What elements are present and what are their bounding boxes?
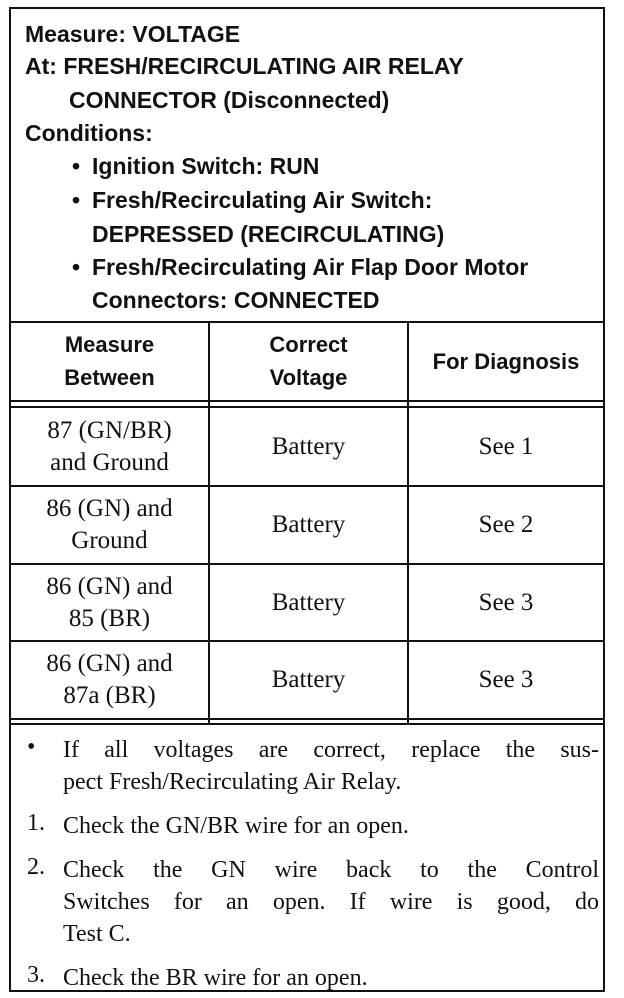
condition-2-line2: DEPRESSED (RECIRCULATING)	[92, 221, 445, 247]
note-2-line2: Switches for an open. If wire is good, do	[63, 889, 599, 915]
table-row-2-between: 86 (GN) and Ground	[46, 495, 173, 554]
table-row-3-voltage: Battery	[271, 588, 346, 616]
test-header	[11, 9, 603, 321]
column-header-correct-voltage: Correct Voltage	[269, 332, 348, 390]
condition-3-line2: Connectors: CONNECTED	[92, 287, 380, 313]
table-row-4-voltage: Battery	[271, 666, 346, 693]
column-header-measure-between: Measure Between	[64, 332, 155, 390]
note-bullet-symbol: •	[27, 734, 36, 760]
note-bullet-line1: If all voltages are correct, replace the sus-	[63, 737, 599, 763]
note-2-line3: Test C.	[63, 921, 131, 947]
condition-1: • Ignition Switch: RUN	[92, 153, 319, 180]
condition-3-line1: • Fresh/Recirculating Air Flap Door Motor	[92, 254, 528, 281]
table-row-2-voltage: Battery	[271, 511, 346, 538]
table-row-1-diagnosis: See 1	[478, 432, 534, 460]
column-header-for-diagnosis: For Diagnosis	[432, 348, 580, 374]
table-row-1-voltage: Battery	[271, 432, 346, 460]
table-row-3-between: 86 (GN) and 85 (BR)	[46, 572, 173, 632]
table-bottom-border-2	[11, 723, 603, 725]
location-line2: CONNECTOR (Disconnected)	[69, 87, 390, 113]
note-1-text: Check the GN/BR wire for an open.	[63, 813, 409, 839]
table-row-2-diagnosis: See 2	[478, 511, 534, 538]
table-row-1-between: 87 (GN/BR) and Ground	[47, 416, 172, 476]
table-row-3-diagnosis: See 3	[478, 588, 534, 616]
note-bullet-line2: pect Fresh/Recirculating Air Relay.	[63, 769, 402, 795]
note-1-number: 1.	[27, 810, 45, 836]
table-bottom-border-1	[11, 718, 603, 720]
table-row-4-between: 86 (GN) and 87a (BR)	[46, 650, 173, 709]
condition-2-line1: • Fresh/Recirculating Air Switch:	[92, 187, 432, 214]
note-3-text: Check the BR wire for an open.	[63, 965, 368, 991]
note-2-line1: Check the GN wire back to the Control	[63, 857, 599, 883]
table-row-4-diagnosis: See 3	[478, 666, 534, 693]
note-2-number: 2.	[27, 854, 45, 880]
conditions-label: Conditions:	[25, 120, 153, 146]
test-procedure-panel	[9, 7, 605, 992]
measure-label: Measure: VOLTAGE	[25, 21, 241, 47]
note-3-number: 3.	[27, 962, 45, 988]
location-line1: At: FRESH/RECIRCULATING AIR RELAY	[25, 53, 464, 79]
